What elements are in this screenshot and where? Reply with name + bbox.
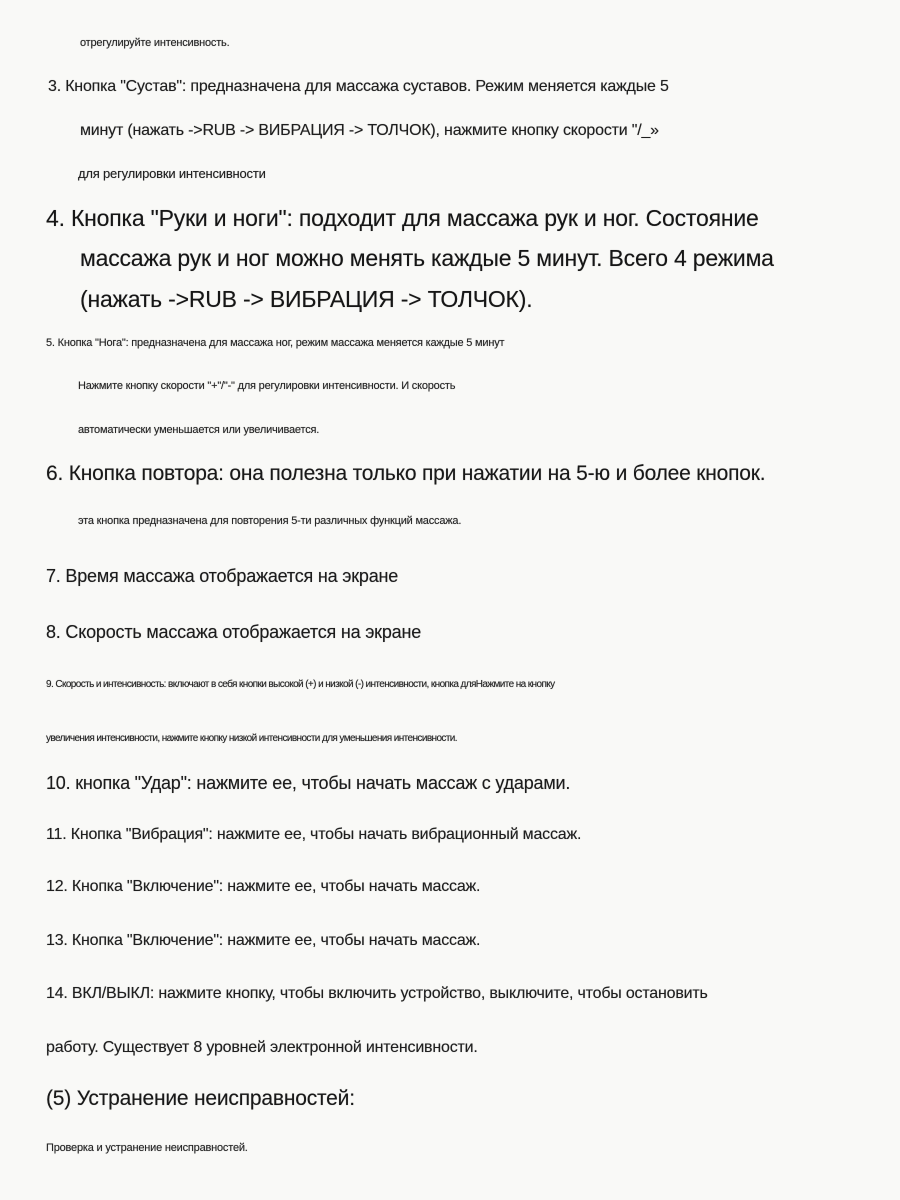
- item-4-line-3: (нажать ->RUB -> ВИБРАЦИЯ -> ТОЛЧОК).: [80, 286, 533, 312]
- item-3-line-2: минут (нажать ->RUB -> ВИБРАЦИЯ -> ТОЛЧОК), нажмите кнопку скорости "/_»: [80, 122, 659, 139]
- item-8: 8. Скорость массажа отображается на экране: [46, 622, 422, 642]
- text-line-intro: отрегулируйте интенсивность.: [80, 37, 230, 49]
- section-5-subtext: Проверка и устранение неисправностей.: [46, 1142, 248, 1154]
- item-11: 11. Кнопка "Вибрация": нажмите ее, чтобы начать вибрационный массаж.: [46, 826, 582, 843]
- item-9-line-1: 9. Скорость и интенсивность: включают в себя кнопки высокой (+) и низкой (-) интенсивности, кнопка дляНажмите на кнопку: [46, 679, 555, 690]
- item-13: 13. Кнопка "Включение": нажмите ее, чтобы начать массаж.: [46, 932, 481, 949]
- item-6-line-1: 6. Кнопка повтора: она полезна только при нажатии на 5-ю и более кнопок.: [46, 462, 766, 485]
- item-14-line-1: 14. ВКЛ/ВЫКЛ: нажмите кнопку, чтобы включить устройство, выключите, чтобы остановить: [46, 985, 708, 1002]
- item-14-line-2: работу. Существует 8 уровней электронной интенсивности.: [46, 1039, 478, 1056]
- item-4-line-1: 4. Кнопка "Руки и ноги": подходит для массажа рук и ног. Состояние: [46, 205, 759, 231]
- item-7: 7. Время массажа отображается на экране: [46, 566, 399, 586]
- item-4-line-2: массажа рук и ног можно менять каждые 5 минут. Всего 4 режима: [80, 245, 774, 271]
- item-5-line-2: Нажмите кнопку скорости "+"/"-" для регулировки интенсивности. И скорость: [78, 380, 456, 392]
- item-3-line-1: 3. Кнопка "Сустав": предназначена для массажа суставов. Режим меняется каждые 5: [48, 78, 669, 95]
- item-5-line-1: 5. Кнопка "Нога": предназначена для массажа ног, режим массажа меняется каждые 5 минут: [46, 337, 505, 349]
- item-10: 10. кнопка "Удар": нажмите ее, чтобы начать массаж с ударами.: [46, 773, 571, 793]
- item-9-line-2: увеличения интенсивности, нажмите кнопку низкой интенсивности для уменьшения интенсивности.: [46, 733, 457, 744]
- section-5-heading: (5) Устранение неисправностей:: [46, 1087, 355, 1110]
- item-6-line-2: эта кнопка предназначена для повторения 5-ти различных функций массажа.: [78, 515, 462, 527]
- item-12: 12. Кнопка "Включение": нажмите ее, чтобы начать массаж.: [46, 878, 481, 895]
- item-3-line-3: для регулировки интенсивности: [78, 166, 266, 181]
- item-5-line-3: автоматически уменьшается или увеличивается.: [78, 424, 320, 436]
